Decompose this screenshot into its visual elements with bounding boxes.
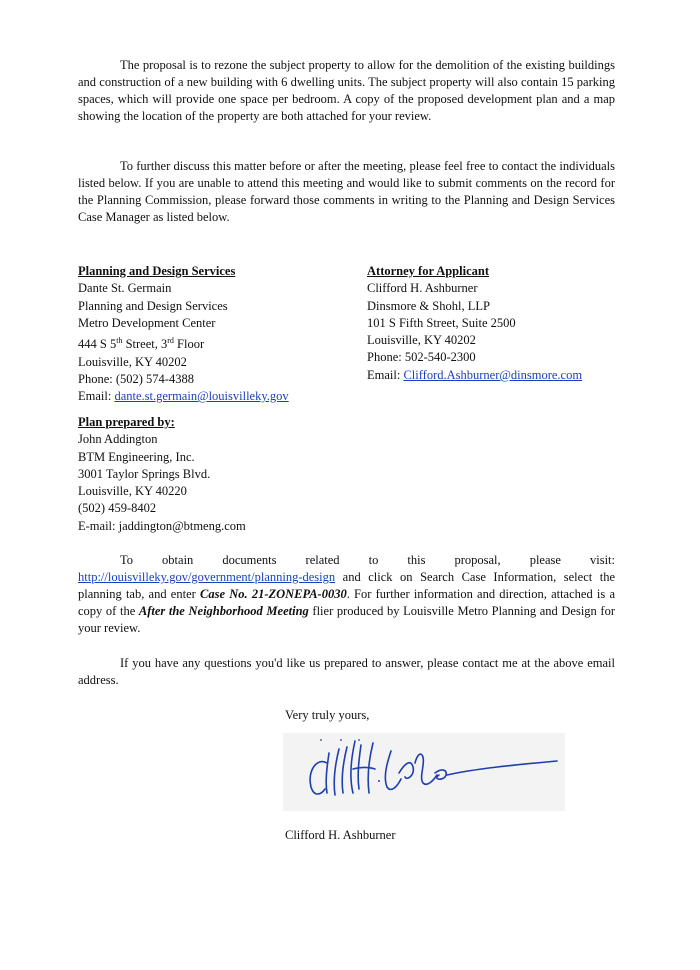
street-middle: Street, 3 <box>122 337 168 352</box>
email-link-attorney[interactable]: Clifford.Ashburner@dinsmore.com <box>403 367 583 382</box>
contact-city: Louisville, KY 40202 <box>78 354 187 369</box>
paragraph-contact-info <box>78 158 615 226</box>
contact-block-plan-preparer <box>78 414 246 535</box>
documents-mid-text: and click on Search Case Information, select the planning tab, and enter <box>78 570 615 601</box>
paragraph-documents <box>78 552 615 637</box>
contact-email-line <box>367 367 582 384</box>
documents-after-case-text: . For further information and direction, attached is a copy of the <box>78 587 615 618</box>
documents-tail-text: flier produced by Louisville Metro Planning and Design for your review. <box>78 604 615 635</box>
contact-name: Dante St. Germain <box>78 281 172 296</box>
contact-phone: (502) 459-8402 <box>78 501 157 516</box>
contact-name: Clifford H. Ashburner <box>367 281 478 296</box>
handwritten-signature <box>283 733 565 811</box>
contact-heading: Attorney for Applicant <box>367 264 489 278</box>
signature-icon <box>283 733 565 811</box>
case-number: Case No. 21-ZONEPA-0030 <box>200 587 347 601</box>
contact-city: Louisville, KY 40220 <box>78 484 187 499</box>
contact-street <box>78 332 289 353</box>
paragraph-proposal <box>78 57 615 125</box>
contact-email: E-mail: jaddington@btmeng.com <box>78 518 246 533</box>
street-suffix: Floor <box>173 337 205 352</box>
contact-street: 3001 Taylor Springs Blvd. <box>78 466 211 481</box>
contact-phone: Phone: 502-540-2300 <box>367 350 476 365</box>
paragraph-questions <box>78 655 615 689</box>
contact-street: 101 S Fifth Street, Suite 2500 <box>367 315 516 330</box>
contact-building: Metro Development Center <box>78 315 216 330</box>
contact-email-line <box>78 388 289 405</box>
signer-name: Clifford H. Ashburner <box>285 828 396 842</box>
email-link-planning[interactable]: dante.st.germain@louisvilleky.gov <box>114 389 289 404</box>
contact-block-planning <box>78 263 289 406</box>
email-label: Email: <box>78 389 115 404</box>
paragraph-proposal-text: The proposal is to rezone the subject property to allow for the demolition of the existing buildings and construction of a new building with 6 dwelling units. The subject property will also contain 15 parking spaces, which will provide one space per bedroom. A copy of the proposed development plan and a map showing the location of the property are both attached for your review. <box>78 58 615 123</box>
street-prefix: 444 S 5 <box>78 337 117 352</box>
contact-heading: Plan prepared by: <box>78 415 175 429</box>
contact-block-attorney <box>367 263 582 384</box>
contact-org: Planning and Design Services <box>78 298 228 313</box>
email-label: Email: <box>367 367 404 382</box>
documents-lead-text: To obtain documents related to this proposal, please visit: <box>120 553 615 567</box>
contact-name: John Addington <box>78 432 158 447</box>
contact-city: Louisville, KY 40202 <box>367 333 476 348</box>
flier-title: After the Neighborhood Meeting <box>138 604 309 618</box>
paragraph-questions-text: If you have any questions you'd like us prepared to answer, please contact me at the above email address. <box>78 656 615 687</box>
street-superscript: th <box>116 336 123 346</box>
planning-design-link[interactable]: http://louisvilleky.gov/government/planning-design <box>78 570 336 584</box>
floor-superscript: rd <box>167 336 174 346</box>
contact-heading: Planning and Design Services <box>78 264 236 278</box>
contact-company: BTM Engineering, Inc. <box>78 449 195 464</box>
contact-firm: Dinsmore & Shohl, LLP <box>367 298 490 313</box>
paragraph-contact-info-text: To further discuss this matter before or after the meeting, please feel free to contact the individuals listed below. If you are unable to attend this meeting and would like to submit comments on the record for the Planning Commission, please forward those comments in writing to the Planning and Design Services Case Manager as listed below. <box>78 159 615 224</box>
contact-phone: Phone: (502) 574-4388 <box>78 371 194 386</box>
closing-salutation: Very truly yours, <box>285 708 370 722</box>
